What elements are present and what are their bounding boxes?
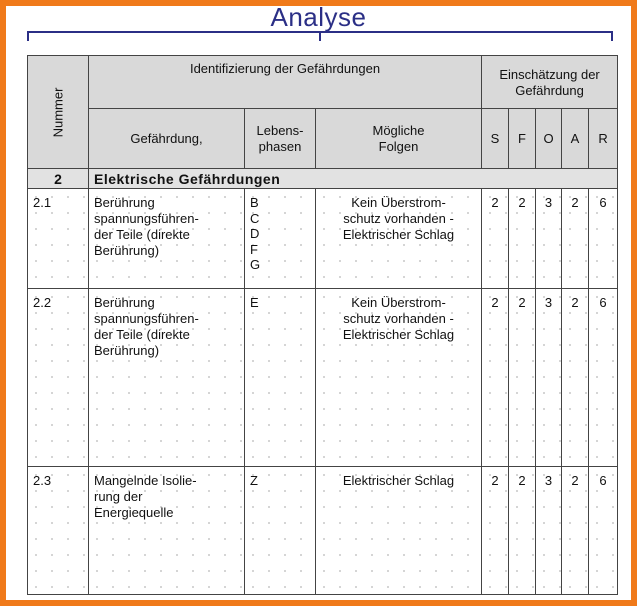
rating-o: 3 xyxy=(536,189,562,289)
rating-a: 2 xyxy=(562,467,589,595)
phases-cell: E xyxy=(245,289,316,467)
rating-a: 2 xyxy=(562,189,589,289)
consequences-cell: Elektrischer Schlag xyxy=(316,467,482,595)
page-title: Analyse xyxy=(270,2,367,32)
section-label: Elektrische Gefährdungen xyxy=(89,169,618,189)
phases-cell: Z xyxy=(245,467,316,595)
phases-cell: B C D F G xyxy=(245,189,316,289)
number-header xyxy=(28,56,89,169)
hazard-table xyxy=(27,55,618,595)
title-bracket xyxy=(27,28,613,42)
row-number: 2.3 xyxy=(28,467,89,595)
rating-a: 2 xyxy=(562,289,589,467)
rating-o: 3 xyxy=(536,467,562,595)
row-number: 2.2 xyxy=(28,289,89,467)
rating-s: 2 xyxy=(482,467,509,595)
rating-header-s: S xyxy=(482,109,509,169)
rating-header-r: R xyxy=(589,109,618,169)
table-row xyxy=(28,289,618,467)
consequences-header: Mögliche Folgen xyxy=(316,109,482,169)
rating-o: 3 xyxy=(536,289,562,467)
rating-r: 6 xyxy=(589,189,618,289)
number-header-label: Nummer xyxy=(50,87,66,137)
consequences-cell: Kein Überstrom- schutz vorhanden - Elektrischer Schlag xyxy=(316,289,482,467)
rating-s: 2 xyxy=(482,189,509,289)
rating-header-a: A xyxy=(562,109,589,169)
consequences-cell: Kein Überstrom- schutz vorhanden - Elektrischer Schlag xyxy=(316,189,482,289)
hazard-header: Gefährdung, xyxy=(89,109,245,169)
hazard-cell: Mangelnde Isolie- rung der Energiequelle xyxy=(89,467,245,595)
identification-header: Identifizierung der Gefährdungen xyxy=(89,56,482,109)
section-number: 2 xyxy=(28,169,89,189)
rating-r: 6 xyxy=(589,289,618,467)
assessment-header: Einschätzung der Gefährdung xyxy=(482,56,618,109)
phases-header: Lebens- phasen xyxy=(245,109,316,169)
hazard-cell: Berührung spannungsführen- der Teile (direkte Berührung) xyxy=(89,289,245,467)
rating-f: 2 xyxy=(509,289,536,467)
table-row xyxy=(28,467,618,595)
rating-f: 2 xyxy=(509,467,536,595)
rating-r: 6 xyxy=(589,467,618,595)
hazard-cell: Berührung spannungsführen- der Teile (direkte Berührung) xyxy=(89,189,245,289)
rating-header-o: O xyxy=(536,109,562,169)
rating-f: 2 xyxy=(509,189,536,289)
rating-header-f: F xyxy=(509,109,536,169)
section-row xyxy=(28,169,618,189)
row-number: 2.1 xyxy=(28,189,89,289)
rating-s: 2 xyxy=(482,289,509,467)
table-row xyxy=(28,189,618,289)
